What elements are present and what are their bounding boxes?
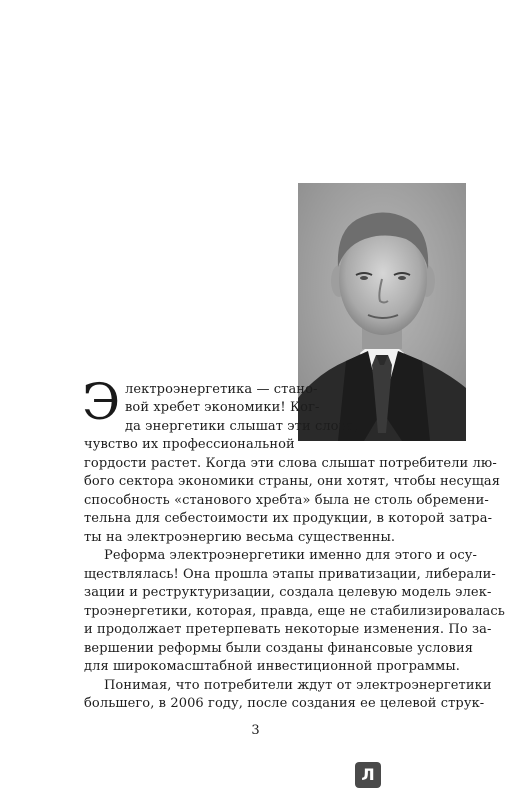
- text-line: Реформа электроэнергетики именно для этого и осу-: [104, 548, 477, 563]
- text-line: бого сектора экономики страны, они хотят, чтобы несущая: [84, 474, 501, 489]
- text-line: вершении реформы были созданы финансовые условия: [84, 641, 474, 656]
- drop-cap: Э: [82, 373, 121, 431]
- text-line: большего, в 2006 году, после создания ее целевой струк-: [84, 696, 485, 711]
- text-line: чувство их профессиональной: [84, 437, 295, 452]
- publisher-logo-icon: Л: [355, 762, 381, 788]
- portrait-photo: [298, 183, 466, 441]
- text-line: троэнергетики, которая, правда, еще не стабилизировалась: [84, 604, 505, 619]
- text-line: лектроэнергетика — стано-: [125, 382, 318, 397]
- text-line: зации и реструктуризации, создала целевую модель элек-: [84, 585, 492, 600]
- text-line: способность «станового хребта» была не столь обремени-: [84, 493, 489, 508]
- text-line: и продолжает претерпевать некоторые изменения. По за-: [84, 622, 492, 637]
- text-line: для широкомасштабной инвестиционной программы.: [84, 659, 461, 674]
- text-line: тельна для себестоимости их продукции, в которой затра-: [84, 511, 493, 526]
- text-line: вой хребет экономики! Ког-: [125, 400, 320, 415]
- text-line: Понимая, что потребители ждут от электроэнергетики: [104, 678, 492, 693]
- text-line: да энергетики слышат эти слова,: [125, 419, 359, 434]
- text-line: ществлялась! Она прошла этапы приватизации, либерали-: [84, 567, 496, 582]
- text-line: гордости растет. Когда эти слова слышат потребители лю-: [84, 456, 497, 471]
- page-number: 3: [251, 723, 260, 738]
- text-line: ты на электроэнергию весьма существенны.: [84, 530, 396, 545]
